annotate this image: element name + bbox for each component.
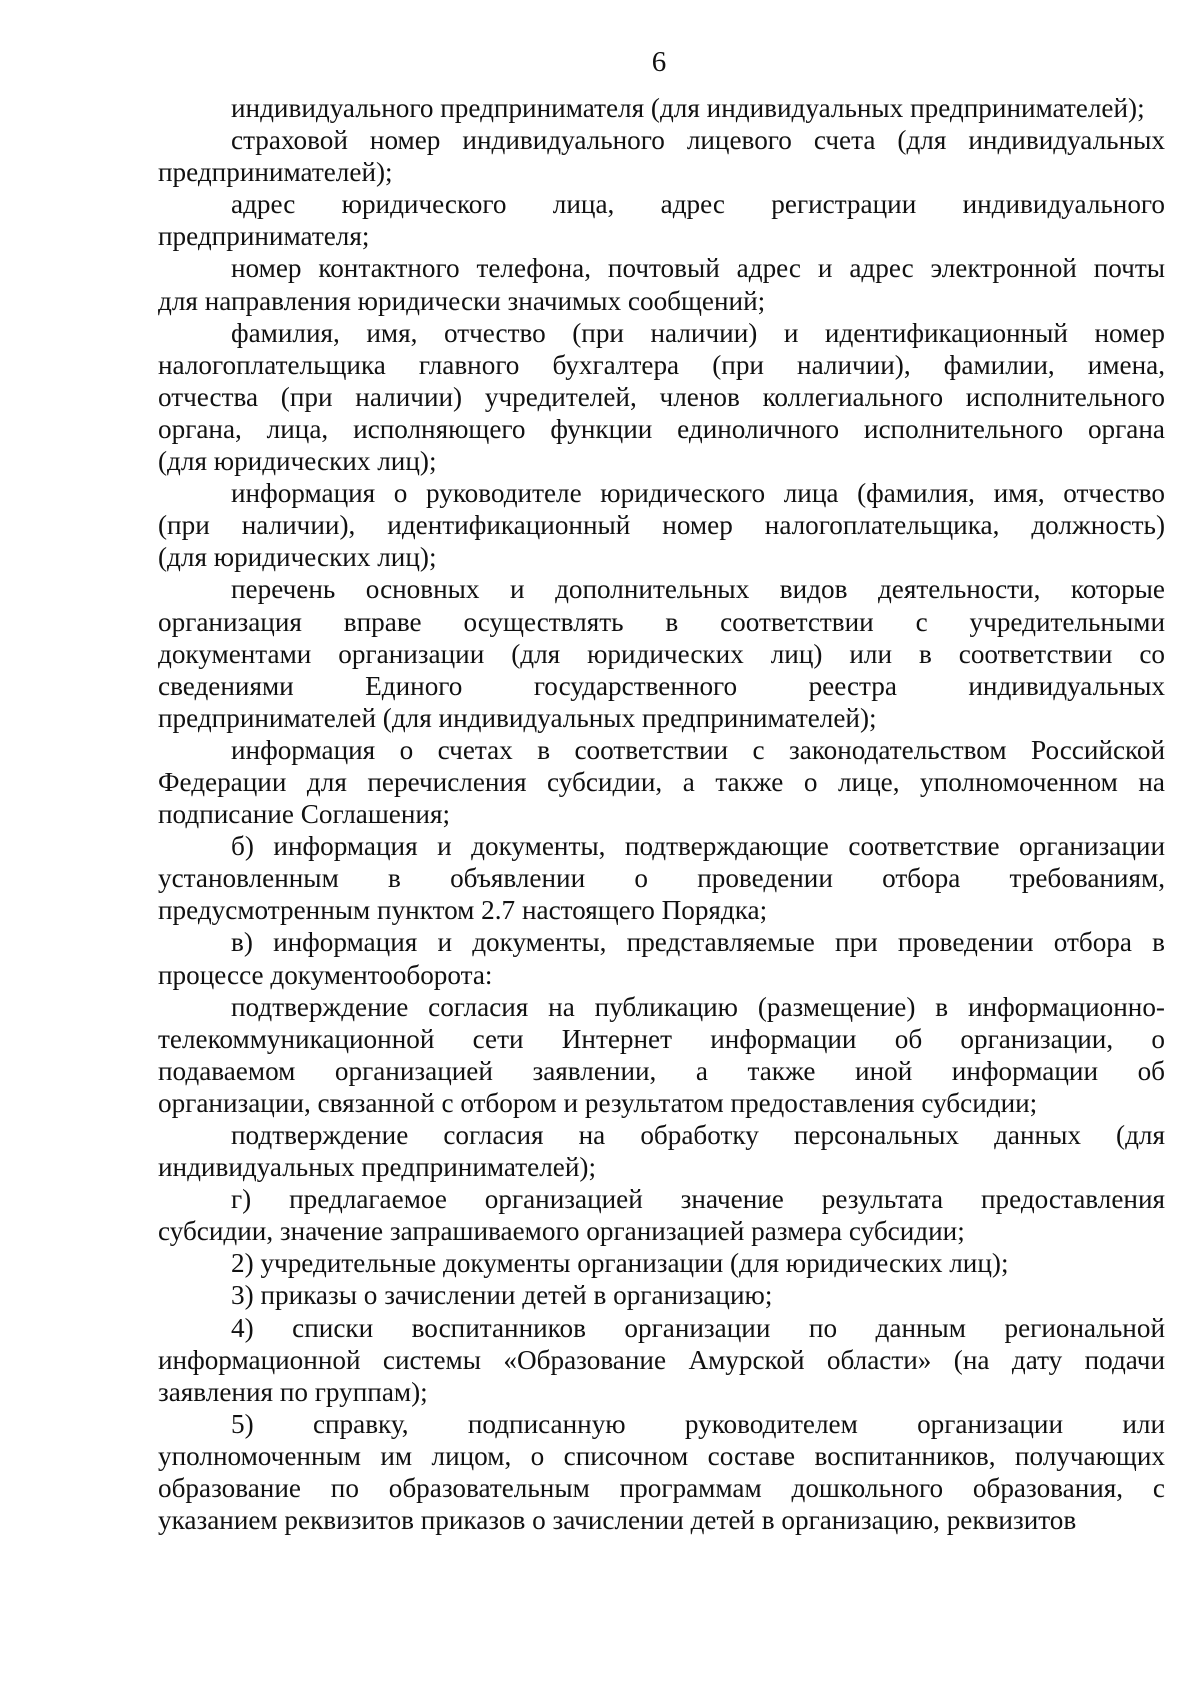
paragraph (158, 188, 1165, 252)
paragraph-line: фамилия, имя, отчество (при наличии) и идентификационный номер (231, 317, 1165, 348)
paragraph-line: информация о руководителе юридического лица (фамилия, имя, отчество (231, 478, 1165, 509)
paragraph-line: предпринимателей (для индивидуальных предпринимателей); (158, 702, 877, 733)
paragraph-line: информация о счетах в соответствии с законодательством Российской (231, 734, 1165, 765)
paragraph (158, 1408, 1165, 1536)
paragraph-line: уполномоченным им лицом, о списочном составе воспитанников, получающих (158, 1440, 1165, 1471)
paragraph (158, 1312, 1165, 1408)
paragraph-line: органа, лица, исполняющего функции единоличного исполнительного органа (158, 413, 1165, 444)
paragraph-line: предусмотренным пунктом 2.7 настоящего Порядка; (158, 895, 768, 926)
paragraph-line: указанием реквизитов приказов о зачислении детей в организацию, реквизитов (158, 1505, 1077, 1536)
paragraph-line: 2) учредительные документы организации (для юридических лиц); (231, 1248, 1009, 1279)
paragraph-line: процессе документооборота: (158, 959, 493, 990)
paragraph (158, 573, 1165, 733)
paragraph-line: субсидии, значение запрашиваемого организацией размера субсидии; (158, 1216, 965, 1247)
paragraph-line: подписание Соглашения; (158, 799, 451, 830)
paragraph-line: документами организации (для юридических лиц) или в соответствии со (158, 638, 1165, 669)
paragraph-line: телекоммуникационной сети Интернет информации об организации, о (158, 1023, 1165, 1054)
paragraph-line: подтверждение согласия на публикацию (размещение) в информационно- (231, 991, 1165, 1022)
paragraph-line: для направления юридически значимых сообщений; (158, 285, 766, 316)
paragraph-line: заявления по группам); (158, 1376, 428, 1407)
paragraph (158, 1279, 1165, 1311)
paragraph (158, 92, 1165, 124)
paragraph-line: 3) приказы о зачислении детей в организацию; (231, 1280, 773, 1311)
paragraph (158, 734, 1165, 830)
paragraph-line: подтверждение согласия на обработку персональных данных (для (231, 1120, 1165, 1150)
paragraph-line: Федерации для перечисления субсидии, а также о лице, уполномоченном на (158, 766, 1165, 797)
paragraph-line: индивидуального предпринимателя (для индивидуальных предпринимателей); (231, 93, 1145, 123)
paragraph-line: страховой номер индивидуального лицевого счета (для индивидуальных (231, 125, 1165, 156)
paragraph (158, 317, 1165, 477)
paragraph-line: б) информация и документы, подтверждающие соответствие организации (231, 831, 1165, 862)
paragraph-line: отчества (при наличии) учредителей, членов коллегиального исполнительного (158, 381, 1165, 412)
paragraph-line: налогоплательщика главного бухгалтера (при наличии), фамилии, имена, (158, 349, 1165, 380)
paragraph-line: подаваемом организацией заявлении, а также иной информации об (158, 1055, 1165, 1086)
page-number: 6 (651, 46, 667, 78)
paragraph-line: в) информация и документы, представляемые при проведении отбора в (231, 927, 1165, 958)
paragraph (158, 991, 1165, 1119)
paragraph-line: (при наличии), идентификационный номер налогоплательщика, должность) (158, 510, 1165, 541)
paragraph-line: (для юридических лиц); (158, 542, 437, 573)
paragraph-line: предпринимателя; (158, 221, 370, 252)
paragraph-line: 4) списки воспитанников организации по данным региональной (231, 1312, 1165, 1343)
paragraph-line: г) предлагаемое организацией значение результата предоставления (231, 1184, 1165, 1215)
paragraph-line: установленным в объявлении о проведении отбора требованиям, (158, 863, 1165, 894)
paragraph-line: индивидуальных предпринимателей); (158, 1152, 597, 1183)
document-body (158, 92, 1165, 1536)
paragraph (158, 926, 1165, 990)
paragraph-line: предпринимателей); (158, 157, 393, 188)
paragraph (158, 1119, 1165, 1183)
paragraph (158, 477, 1165, 573)
paragraph-line: перечень основных и дополнительных видов деятельности, которые (231, 574, 1165, 605)
paragraph-line: 5) справку, подписанную руководителем организации или (231, 1408, 1165, 1439)
paragraph (158, 252, 1165, 316)
paragraph-line: сведениями Единого государственного реестра индивидуальных (158, 670, 1165, 701)
paragraph (158, 830, 1165, 926)
paragraph (158, 1247, 1165, 1279)
paragraph (158, 1183, 1165, 1247)
paragraph-line: адрес юридического лица, адрес регистрации индивидуального (231, 189, 1165, 220)
paragraph-line: (для юридических лиц); (158, 446, 437, 477)
paragraph-line: номер контактного телефона, почтовый адрес и адрес электронной почты (231, 253, 1165, 284)
paragraph-line: информационной системы «Образование Амурской области» (на дату подачи (158, 1344, 1165, 1375)
paragraph-line: организация вправе осуществлять в соответствии с учредительными (158, 606, 1165, 637)
paragraph-line: организации, связанной с отбором и результатом предоставления субсидии; (158, 1087, 1038, 1118)
paragraph (158, 124, 1165, 188)
paragraph-line: образование по образовательным программам дошкольного образования, с (158, 1473, 1165, 1504)
